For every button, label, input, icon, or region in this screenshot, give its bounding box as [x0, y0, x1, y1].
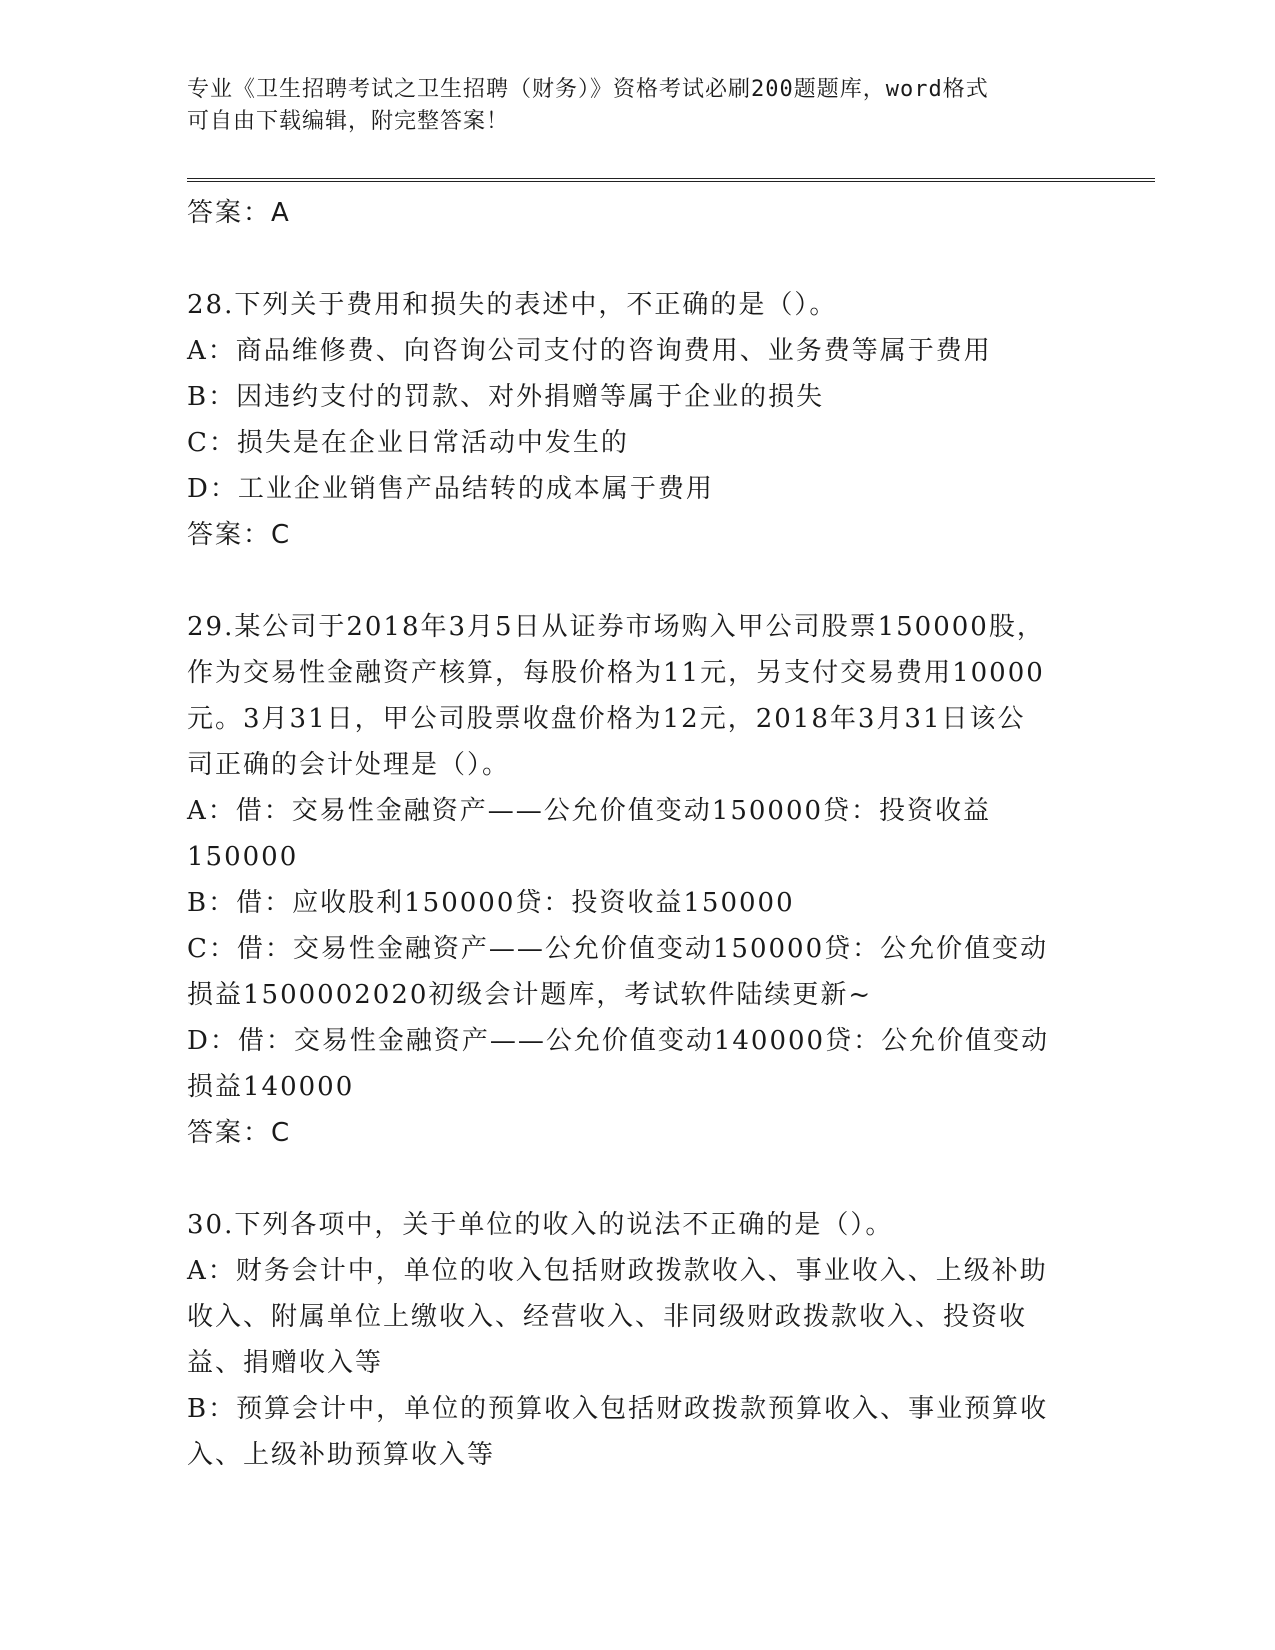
question-30 — [187, 1202, 1087, 1478]
question-text: 作为交易性金融资产核算，每股价格为11元，另支付交易费用10000 — [187, 658, 1045, 688]
spacer — [187, 236, 1087, 282]
header-line-2: 可自由下载编辑，附完整答案！ — [187, 109, 510, 134]
option-a-cont: 收入、附属单位上缴收入、经营收入、非同级财政拨款收入、投资收 — [187, 1302, 1028, 1332]
option-a: A：商品维修费、向咨询公司支付的咨询费用、业务费等属于费用 — [187, 336, 992, 366]
option-b: B：借：应收股利150000贷：投资收益150000 — [187, 888, 795, 918]
question-text: 29.某公司于2018年3月5日从证券市场购入甲公司股票150000股， — [187, 612, 1045, 642]
spacer — [187, 1156, 1087, 1202]
option-c: C：借：交易性金融资产——公允价值变动150000贷：公允价值变动 — [187, 934, 1049, 964]
option-d: D：借：交易性金融资产——公允价值变动140000贷：公允价值变动 — [187, 1026, 1050, 1056]
option-d: D：工业企业销售产品结转的成本属于费用 — [187, 474, 714, 504]
header-line-1: 专业《卫生招聘考试之卫生招聘（财务）》资格考试必刷200题题库，word格式 — [187, 77, 989, 102]
option-b-cont: 入、上级补助预算收入等 — [187, 1440, 496, 1470]
question-29 — [187, 604, 1087, 1156]
question-text: 元。3月31日，甲公司股票收盘价格为12元，2018年3月31日该公 — [187, 704, 1026, 734]
answer-27: 答案：A — [187, 198, 291, 228]
spacer — [187, 558, 1087, 604]
question-text: 30.下列各项中，关于单位的收入的说法不正确的是（）。 — [187, 1210, 894, 1240]
option-a: A：借：交易性金融资产——公允价值变动150000贷：投资收益 — [187, 796, 992, 826]
question-28 — [187, 282, 1087, 558]
answer-28: 答案：C — [187, 520, 292, 550]
question-text: 28.下列关于费用和损失的表述中，不正确的是（）。 — [187, 290, 838, 320]
question-list — [187, 190, 1087, 1478]
option-a-cont: 益、捐赠收入等 — [187, 1348, 384, 1378]
option-c-cont: 损益1500002020初级会计题库，考试软件陆续更新~ — [187, 980, 873, 1010]
option-d-cont: 损益140000 — [187, 1072, 355, 1102]
option-c: C：损失是在企业日常活动中发生的 — [187, 428, 629, 458]
option-a: A：财务会计中，单位的收入包括财政拨款收入、事业收入、上级补助 — [187, 1256, 1048, 1286]
answer-29: 答案：C — [187, 1118, 292, 1148]
question-text: 司正确的会计处理是（）。 — [187, 750, 511, 780]
option-a-cont: 150000 — [187, 842, 299, 872]
option-b: B：预算会计中，单位的预算收入包括财政拨款预算收入、事业预算收 — [187, 1394, 1049, 1424]
option-b: B：因违约支付的罚款、对外捐赠等属于企业的损失 — [187, 382, 825, 412]
header-divider — [187, 178, 1155, 182]
page-header — [187, 74, 1067, 138]
